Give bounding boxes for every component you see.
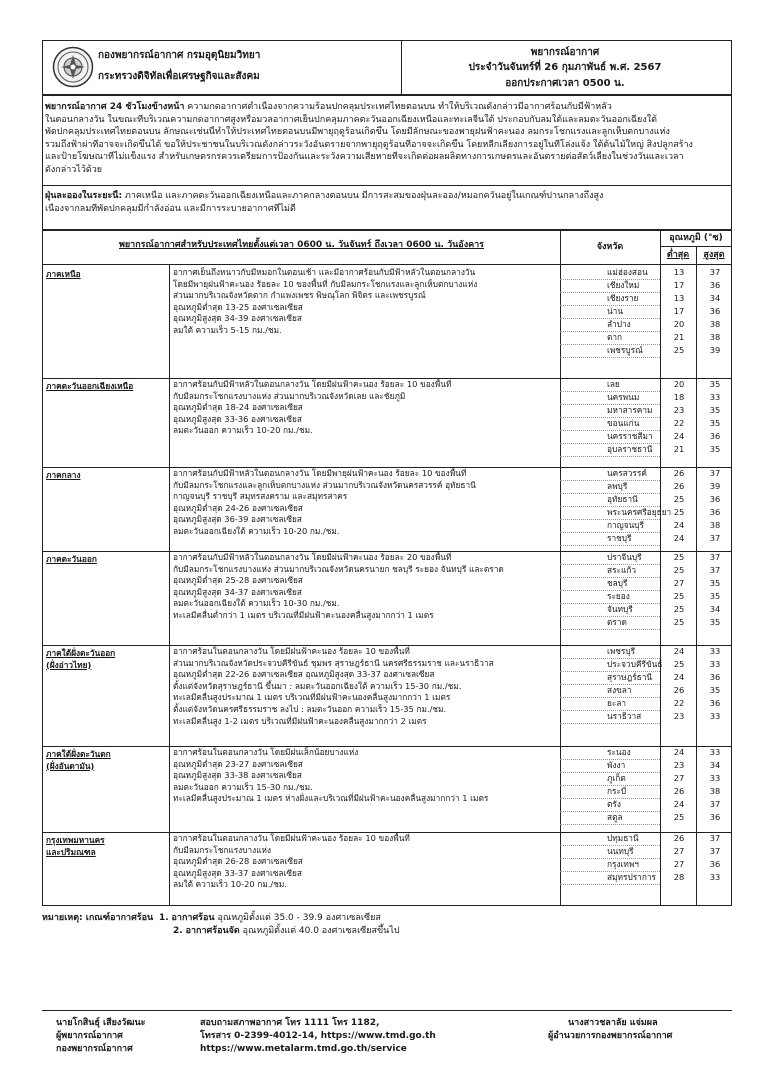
province-row-divider — [560, 456, 660, 457]
min-temp: 28 — [673, 872, 685, 882]
region-label: ภาคกลาง — [46, 470, 81, 480]
note-item-text: อุณหภูมิตั้งแต่ 35.0 - 39.9 องศาเซลเซียส — [214, 913, 381, 923]
max-header: สูงสุด — [703, 250, 725, 260]
summary-heading: พยากรณ์อากาศ 24 ชั่วโมงข้างหน้า — [45, 102, 185, 112]
province-name: แม่ฮ่องสอน — [607, 267, 648, 277]
note-item-number: 2. — [173, 925, 183, 936]
min-temp: 18 — [673, 392, 685, 402]
max-temp: 36 — [709, 507, 721, 517]
min-temp: 13 — [673, 267, 685, 277]
province-name: ตรัง — [607, 799, 621, 809]
province-name: สระแก้ว — [607, 565, 637, 575]
province-name: เชียงใหม่ — [607, 280, 640, 290]
region-sublabel: และปริมณฑล — [46, 846, 96, 857]
forecaster-dept: กองพยากรณ์อากาศ — [56, 1044, 133, 1054]
province-name: อุบลราชธานี — [607, 444, 653, 454]
contact-service-link[interactable]: https://www.metalarm.tmd.go.th/service — [200, 1044, 407, 1054]
region-sublabel: (ฝั่งอันดามัน) — [46, 760, 95, 771]
max-temp: 36 — [709, 812, 721, 822]
region-label: ภาคตะวันออกเฉียงเหนือ — [46, 381, 134, 391]
max-temp: 34 — [709, 760, 721, 770]
province-name: ลำปาง — [607, 319, 631, 329]
min-temp: 24 — [673, 520, 685, 530]
min-temp: 22 — [673, 418, 685, 428]
max-temp: 36 — [709, 859, 721, 869]
summary-line: ดังกล่าวไว้ด้วย — [45, 164, 103, 175]
min-temp: 25 — [673, 812, 685, 822]
min-temp: 25 — [673, 552, 685, 562]
province-name: มหาสารคาม — [607, 405, 653, 415]
max-temp: 35 — [709, 405, 721, 415]
table-heading: พยากรณ์อากาศสำหรับประเทศไทยตั้งแต่เวลา 0600 น. วันจันทร์ ถึงเวลา 0600 น. วันอังคาร — [118, 240, 485, 250]
tmd-seal-logo — [52, 46, 94, 88]
max-temp: 36 — [709, 494, 721, 504]
province-name: พระนครศรีอยุธยา — [607, 507, 672, 517]
province-name: สมุทรปราการ — [607, 872, 656, 882]
min-temp: 22 — [673, 698, 685, 708]
max-temp: 35 — [709, 685, 721, 695]
max-temp: 36 — [709, 698, 721, 708]
province-row-divider — [560, 723, 660, 724]
max-temp: 36 — [709, 306, 721, 316]
max-temp: 35 — [709, 617, 721, 627]
province-name: ลพบุรี — [607, 481, 628, 491]
min-temp: 21 — [673, 332, 685, 342]
min-temp: 25 — [673, 565, 685, 575]
min-temp: 27 — [673, 578, 685, 588]
province-name: สงขลา — [607, 685, 632, 695]
forecast-date: ประจำวันจันทร์ที่ 26 กุมภาพันธ์ พ.ศ. 2567 — [468, 62, 662, 73]
min-temp: 24 — [673, 672, 685, 682]
region-name — [46, 269, 158, 281]
temp-header: อุณหภูมิ (°ซ) — [669, 233, 723, 243]
summary-line: พัดปกคลุมประเทศไทยตอนบน ลักษณะเช่นนี้ทำให้ประเทศไทยตอนบนมีพายุฤดูร้อนเกิดขึ้น โดยมีลักษณะของพายุฝนฟ้าคะนอง ลมกระโชกแรงและลูกเห็บตกบางแห่ง — [45, 127, 670, 138]
province-name: นนทบุรี — [607, 846, 634, 856]
dust-line: เนื่องจากลมที่พัดปกคลุมมีกำลังอ่อน และมีการระบายอากาศที่ไม่ดี — [45, 203, 296, 214]
note-item-term: อากาศร้อนจัด — [185, 925, 240, 936]
region-name — [46, 835, 158, 858]
min-temp: 26 — [673, 786, 685, 796]
min-temp: 13 — [673, 293, 685, 303]
region-name — [46, 470, 158, 482]
min-temp: 25 — [673, 659, 685, 669]
province-name: ระยอง — [607, 591, 630, 601]
province-name: กระบี่ — [607, 786, 627, 796]
max-temp: 35 — [709, 379, 721, 389]
max-temp: 35 — [709, 591, 721, 601]
min-temp: 25 — [673, 617, 685, 627]
region-sublabel: (ฝั่งอ่าวไทย) — [46, 659, 92, 670]
contact-fax-link[interactable]: โทรสาร 0-2399-4012-14, https://www.tmd.go.th — [200, 1031, 436, 1041]
max-temp: 36 — [709, 431, 721, 441]
province-name: สุราษฎร์ธานี — [607, 672, 653, 682]
summary-text — [45, 101, 729, 177]
min-temp: 24 — [673, 747, 685, 757]
region-label: ภาคเหนือ — [46, 269, 81, 279]
province-name: นครพนม — [607, 392, 640, 402]
min-temp: 27 — [673, 773, 685, 783]
min-temp: 24 — [673, 646, 685, 656]
min-temp: 26 — [673, 833, 685, 843]
province-name: ราชบุรี — [607, 533, 632, 543]
region-name — [46, 381, 158, 393]
province-name: กรุงเทพฯ — [607, 859, 639, 869]
contact-block — [200, 1017, 436, 1056]
region-forecast-text: อากาศร้อนในตอนกลางวัน โดยมีฝนฟ้าคะนอง ร้อยละ 10 ของพื้นที่ กับมีลมกระโชกแรงบางแห่ง อุณหภูมิต่ำสุด 26-28 องศาเซลเซียส อุณหภูมิสูงสุด 33-37 องศาเซลเซียส ลมใต้ ความเร็ว 10-20 กม./ชม. — [173, 833, 410, 890]
province-name: ชลบุรี — [607, 578, 628, 588]
province-name: ยะลา — [607, 698, 627, 708]
max-temp: 38 — [709, 319, 721, 329]
province-name: เชียงราย — [607, 293, 639, 303]
province-name: จันทบุรี — [607, 604, 633, 614]
min-temp: 17 — [673, 280, 685, 290]
org-line2: กระทรวงดิจิทัลเพื่อเศรษฐกิจและสังคม — [98, 71, 260, 82]
min-temp: 23 — [673, 405, 685, 415]
province-name: ปทุมธานี — [607, 833, 639, 843]
director-name: นางสาวชลาลัย แจ่มผล — [568, 1018, 658, 1028]
min-temp: 26 — [673, 468, 685, 478]
province-name: ขอนแก่น — [607, 418, 640, 428]
min-temp: 25 — [673, 494, 685, 504]
max-temp: 33 — [709, 646, 721, 656]
max-temp: 37 — [709, 833, 721, 843]
footer-divider — [42, 1010, 732, 1011]
min-temp: 27 — [673, 859, 685, 869]
max-temp: 35 — [709, 578, 721, 588]
min-temp: 26 — [673, 481, 685, 491]
province-name: ภูเก็ต — [607, 773, 626, 783]
min-temp: 23 — [673, 711, 685, 721]
min-header: ต่ำสุด — [666, 250, 690, 260]
province-row-divider — [560, 884, 660, 885]
dust-heading: ฝุ่นละอองในระยะนี้: — [45, 191, 123, 201]
province-row-divider — [560, 629, 660, 630]
region-forecast-text: อากาศร้อนกับมีฟ้าหลัวในตอนกลางวัน โดยมีพายุฝนฟ้าคะนอง ร้อยละ 10 ของพื้นที่ กับมีลมกระโชกแรงและลูกเห็บตกบางแห่ง ส่วนมากบริเวณจังหวัดนครสวรรค์ อุทัยธานี กาญจนบุรี ราชบุรี สมุทรสงคราม และสมุทรสาคร อุณหภูมิต่ำสุด 24-26 องศาเซลเซียส อุณหภูมิสูงสุด 36-39 องศาเซลเซียส ลมตะวันออกเฉียงใต้ ความเร็ว 10-20 กม./ชม. — [173, 468, 476, 536]
max-temp: 33 — [709, 392, 721, 402]
max-temp: 33 — [709, 747, 721, 757]
max-temp: 34 — [709, 293, 721, 303]
province-name: เพชรบุรี — [607, 646, 636, 656]
note-item-term: อากาศร้อน — [171, 913, 215, 923]
province-name: ตราด — [607, 617, 627, 627]
max-temp: 33 — [709, 711, 721, 721]
province-name: ระนอง — [607, 747, 631, 757]
province-row-divider — [560, 824, 660, 825]
province-name: กาญจนบุรี — [607, 520, 645, 530]
org-line1: กองพยากรณ์อากาศ กรมอุตุนิยมวิทยา — [98, 50, 261, 61]
region-label: ภาคตะวันออก — [46, 554, 97, 564]
issued-time: ออกประกาศเวลา 0500 น. — [505, 78, 625, 89]
min-temp: 21 — [673, 444, 685, 454]
region-forecast-text: อากาศร้อนในตอนกลางวัน โดยมีฝนเล็กน้อยบางแห่ง อุณหภูมิต่ำสุด 23-27 องศาเซลเซียส อุณหภูมิสูงสุด 33-38 องศาเซลเซียส ลมตะวันออก ความเร็ว 15-30 กม./ชม. ทะเลมีคลื่นสูงประมาณ 1 เมตร ห่างฝั่งและบริเวณที่มีฝนฟ้าคะนองคลื่นสูงมากกว่า 1 เมตร — [173, 747, 489, 804]
min-temp: 24 — [673, 799, 685, 809]
province-name: ตาก — [607, 332, 623, 342]
max-temp: 38 — [709, 332, 721, 342]
province-name: เพชรบูรณ์ — [607, 345, 643, 355]
province-name: ประจวบคีรีขันธ์ — [607, 659, 663, 669]
max-temp: 37 — [709, 565, 721, 575]
min-temp: 27 — [673, 846, 685, 856]
min-temp: 20 — [673, 379, 685, 389]
province-name: พังงา — [607, 760, 626, 770]
forecaster-block — [56, 1017, 145, 1056]
province-name: สตูล — [607, 812, 623, 822]
director-role: ผู้อำนวยการกองพยากรณ์อากาศ — [548, 1031, 673, 1041]
max-temp: 37 — [709, 552, 721, 562]
summary-line: และป้ายโฆษณาที่ไม่แข็งแรง สำหรับเกษตรกรควรเตรียมการป้องกันและระวังความเสียหายที่จะเกิดต่อผลผลิตทางการเกษตรและอันตรายต่อสัตว์เลี้ยงในช่วงวันและเวลา — [45, 152, 684, 163]
min-temp: 25 — [673, 345, 685, 355]
region-label: ภาคใต้ฝั่งตะวันออก — [46, 648, 116, 658]
summary-line: รวมถึงฟ้าผ่าที่อาจจะเกิดขึ้นได้ ขอให้ประชาชนในบริเวณดังกล่าวระวังอันตรายจากพายุฤดูร้อนที่อาจจะเกิดขึ้น โดยหลีกเลี่ยงการอยู่ในที่โล่งแจ้ง ใต้ต้นไม้ใหญ่ สิ่งปลูกสร้าง — [45, 139, 693, 150]
min-temp: 17 — [673, 306, 685, 316]
page-title: พยากรณ์อากาศ — [530, 47, 600, 58]
region-name — [46, 749, 158, 772]
max-temp: 37 — [709, 799, 721, 809]
region-forecast-text: อากาศร้อนกับมีฟ้าหลัวในตอนกลางวัน โดยมีฝนฟ้าคะนอง ร้อยละ 20 ของพื้นที่ กับมีลมกระโชกแรงบางแห่ง ส่วนมากบริเวณจังหวัดนครนายก ชลบุรี ระยอง จันทบุรี และตราด อุณหภูมิต่ำสุด 25-28 องศาเซลเซียส อุณหภูมิสูงสุด 34-37 องศาเซลเซียส ลมตะวันออกเฉียงใต้ ความเร็ว 10-30 กม./ชม. ทะเลมีคลื่นต่ำกว่า 1 เมตร บริเวณที่มีฝนฟ้าคะนองคลื่นสูงมากกว่า 1 เมตร — [173, 552, 504, 620]
note-item-text: อุณหภูมิตั้งแต่ 40.0 องศาเซลเซียสขึ้นไป — [239, 925, 400, 936]
province-name: น่าน — [607, 306, 624, 316]
province-name: นครสวรรค์ — [607, 468, 647, 478]
province-name: เลย — [607, 379, 620, 389]
province-row-divider — [560, 545, 660, 546]
region-name — [46, 648, 158, 671]
forecaster-name: นายโกสินธุ์ เสียงวัฒนะ — [56, 1018, 146, 1028]
max-temp: 33 — [709, 773, 721, 783]
max-temp: 34 — [709, 604, 721, 614]
max-temp: 36 — [709, 280, 721, 290]
region-name — [46, 554, 158, 566]
min-temp: 20 — [673, 319, 685, 329]
region-label: กรุงเทพมหานคร — [46, 835, 105, 845]
province-name: นราธิวาส — [607, 711, 642, 721]
note-label: หมายเหตุ: เกณฑ์อากาศร้อน — [42, 913, 154, 923]
note-item-number: 1. — [158, 913, 169, 923]
max-temp: 37 — [709, 533, 721, 543]
forecast-table — [42, 230, 732, 906]
dust-text — [45, 190, 729, 215]
max-temp: 38 — [709, 520, 721, 530]
max-temp: 33 — [709, 872, 721, 882]
min-temp: 24 — [673, 431, 685, 441]
max-temp: 39 — [709, 345, 721, 355]
province-name: นครราชสีมา — [607, 431, 653, 441]
province-row-divider — [560, 357, 660, 358]
province-name: อุทัยธานี — [607, 494, 638, 504]
contact-phone: สอบถามสภาพอากาศ โทร 1111 โทร 1182, — [200, 1018, 380, 1028]
min-temp: 26 — [673, 685, 685, 695]
region-forecast-text: อากาศเย็นถึงหนาวกับมีหมอกในตอนเช้า และมีอากาศร้อนกับมีฟ้าหลัวในตอนกลางวัน โดยมีพายุฝนฟ้าคะนอง ร้อยละ 10 ของพื้นที่ กับมีลมกระโชกแรงและลูกเห็บตกบางแห่ง ส่วนมากบริเวณจังหวัดตาก กำแพงเพชร พิษณุโลก พิจิตร และเพชรบูรณ์ อุณหภูมิต่ำสุด 13-25 องศาเซลเซียส อุณหภูมิสูงสุด 34-39 องศาเซลเซียส ลมใต้ ความเร็ว 5-15 กม./ชม. — [173, 267, 478, 335]
max-temp: 35 — [709, 444, 721, 454]
max-temp: 33 — [709, 659, 721, 669]
province-header: จังหวัด — [596, 242, 624, 252]
province-name: ปราจีนบุรี — [607, 552, 642, 562]
max-temp: 37 — [709, 468, 721, 478]
max-temp: 36 — [709, 672, 721, 682]
min-temp: 25 — [673, 591, 685, 601]
region-forecast-text: อากาศร้อนในตอนกลางวัน โดยมีฝนฟ้าคะนอง ร้อยละ 10 ของพื้นที่ ส่วนมากบริเวณจังหวัดประจวบคีรีขันธ์ ชุมพร สุราษฎร์ธานี นครศรีธรรมราช และนราธิวาส อุณหภูมิต่ำสุด 22-26 องศาเซลเซียส อุณหภูมิสูงสุด 33-37 องศาเซลเซียส ตั้งแต่จังหวัดสุราษฎร์ธานี ขึ้นมา : ลมตะวันออกเฉียงใต้ ความเร็ว 15-30 กม./ชม. ทะเลมีคลื่นสูงประมาณ 1 เมตร บริเวณที่มีฝนฟ้าคะนองคลื่นสูงมากกว่า 1 เมตร ตั้งแต่จังหวัดนครศรีธรรมราช ลงไป : ลมตะวันออก ความเร็ว 15-35 กม./ชม. ทะเลมีคลื่นสูง 1-2 เมตร บริเวณที่มีฝนฟ้าคะนองคลื่นสูงมากกว่า 2 เมตร — [173, 646, 494, 726]
forecaster-role: ผู้พยากรณ์อากาศ — [56, 1031, 123, 1041]
region-forecast-text: อากาศร้อนกับมีฟ้าหลัวในตอนกลางวัน โดยมีฝนฟ้าคะนอง ร้อยละ 10 ของพื้นที่ กับมีลมกระโชกแรงบางแห่ง ส่วนมากบริเวณจังหวัดเลย และชัยภูมิ อุณหภูมิต่ำสุด 18-24 องศาเซลเซียส อุณหภูมิสูงสุด 33-36 องศาเซลเซียส ลมตะวันออก ความเร็ว 10-20 กม./ชม. — [173, 379, 452, 436]
max-temp: 35 — [709, 418, 721, 428]
max-temp: 39 — [709, 481, 721, 491]
summary-line: ความกดอากาศต่ำเนื่องจากความร้อนปกคลุมประเทศไทยตอนบน ทำให้บริเวณดังกล่าวมีอากาศร้อนกับมีฟ้าหลัว — [187, 102, 612, 112]
min-temp: 24 — [673, 533, 685, 543]
max-temp: 38 — [709, 786, 721, 796]
max-temp: 37 — [709, 267, 721, 277]
min-temp: 23 — [673, 760, 685, 770]
min-temp: 25 — [673, 604, 685, 614]
region-label: ภาคใต้ฝั่งตะวันตก — [46, 749, 111, 759]
summary-line: ในตอนกลางวัน ในขณะที่บริเวณความกดอากาศสูงหรือมวลอากาศเย็นปกคลุมภาคตะวันออกเฉียงเหนือและทะเลจีนใต้ ประกอบกับลมใต้และลมตะวันออกเฉียงใต้ — [45, 114, 657, 125]
min-temp: 25 — [673, 507, 685, 517]
heat-criteria-note — [42, 912, 642, 937]
director-block — [548, 1017, 672, 1043]
max-temp: 37 — [709, 846, 721, 856]
dust-line: ภาคเหนือ และภาคตะวันออกเฉียงเหนือและภาคกลางตอนบน มีการสะสมของฝุ่นละออง/หมอกควันอยู่ในเกณฑ์ปานกลางถึงสูง — [122, 191, 604, 201]
